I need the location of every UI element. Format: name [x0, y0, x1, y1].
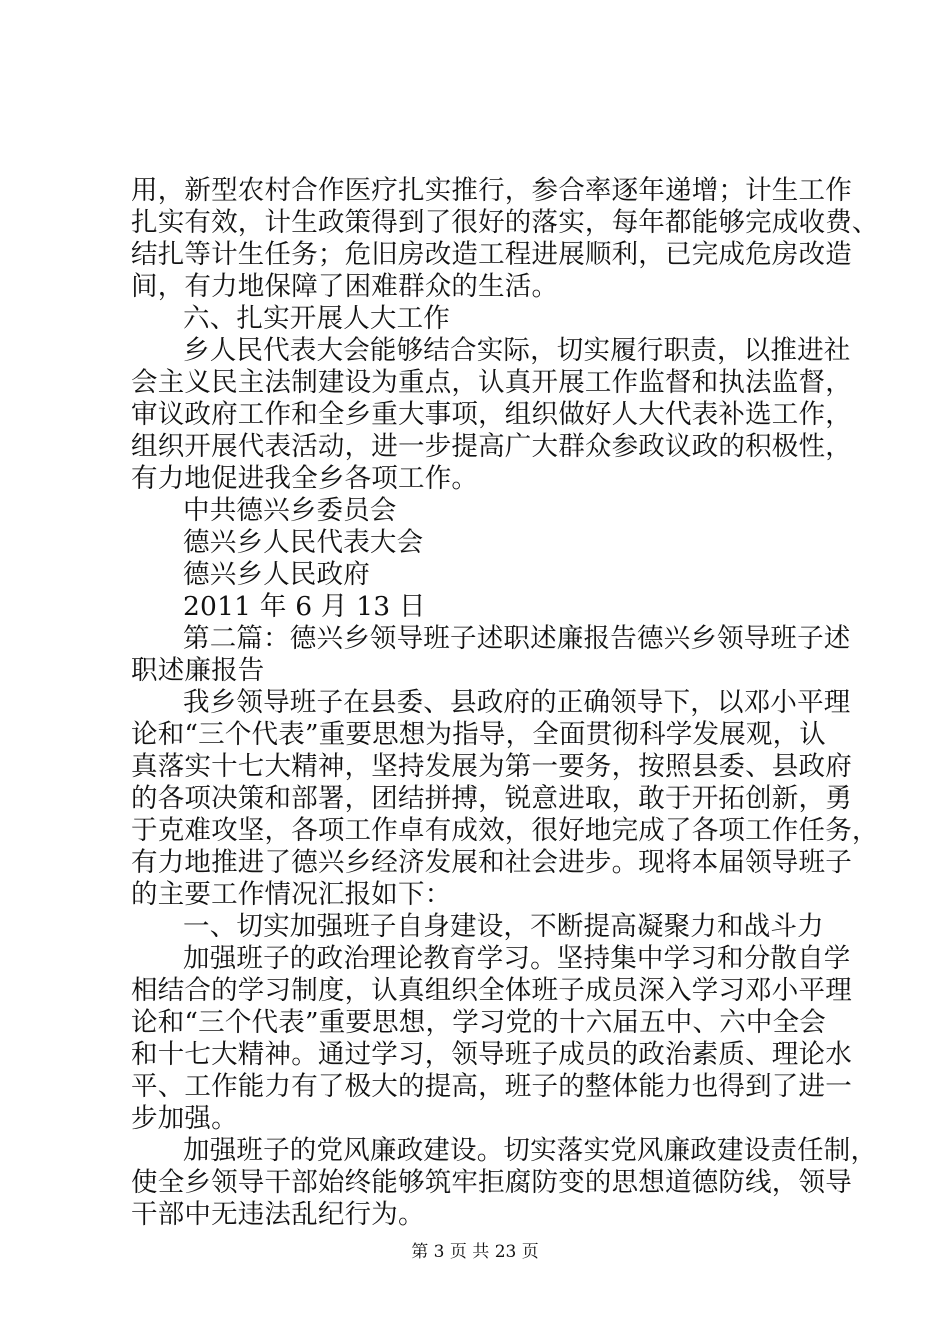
text-line: 有力地推进了德兴乡经济发展和社会进步。现将本届领导班子 — [131, 847, 852, 878]
section-heading: 一、切实加强班子自身建设，不断提高凝聚力和战斗力 — [183, 911, 824, 942]
text-line: 干部中无违法乱纪行为。 — [131, 1199, 425, 1230]
text-line: 有力地促进我全乡各项工作。 — [131, 463, 479, 494]
text-line: 使全乡领导干部始终能够筑牢拒腐防变的思想道德防线，领导 — [131, 1167, 852, 1198]
text-line: 相结合的学习制度，认真组织全体班子成员深入学习邓小平理 — [131, 975, 852, 1006]
chapter-title: 职述廉报告 — [131, 655, 265, 686]
text-line: 组织开展代表活动，进一步提高广大群众参政议政的积极性， — [131, 431, 852, 462]
text-line: 乡人民代表大会能够结合实际，切实履行职责，以推进社 — [183, 335, 851, 366]
chapter-title: 第二篇：德兴乡领导班子述职述廉报告德兴乡领导班子述 — [183, 623, 851, 654]
text-line: 间，有力地保障了困难群众的生活。 — [131, 271, 559, 302]
text-line: 审议政府工作和全乡重大事项，组织做好人大代表补选工作， — [131, 399, 852, 430]
text-line: 和十七大精神。通过学习，领导班子成员的政治素质、理论水 — [131, 1039, 852, 1070]
text-line: 的各项决策和部署，团结拼搏，锐意进取，敢于开拓创新，勇 — [131, 783, 852, 814]
text-line: 真落实十七大精神，坚持发展为第一要务，按照县委、县政府 — [131, 751, 852, 782]
signature-line: 中共德兴乡委员会 — [183, 495, 397, 526]
text-line: 论和“三个代表”重要思想为指导，全面贯彻科学发展观，认 — [131, 719, 826, 750]
text-line: 加强班子的党风廉政建设。切实落实党风廉政建设责任制， — [183, 1135, 878, 1166]
text-line: 于克难攻坚，各项工作卓有成效，很好地完成了各项工作任务， — [131, 815, 879, 846]
text-line: 扎实有效，计生政策得到了很好的落实，每年都能够完成收费、 — [131, 207, 879, 238]
section-heading: 六、扎实开展人大工作 — [183, 303, 450, 334]
text-line: 会主义民主法制建设为重点，认真开展工作监督和执法监督， — [131, 367, 852, 398]
text-line: 平、工作能力有了极大的提高，班子的整体能力也得到了进一 — [131, 1071, 852, 1102]
text-line: 的主要工作情况汇报如下： — [131, 879, 452, 910]
signature-line: 德兴乡人民代表大会 — [183, 527, 424, 558]
page-footer: 第 3 页 共 23 页 — [411, 1242, 539, 1262]
text-line: 加强班子的政治理论教育学习。坚持集中学习和分散自学 — [183, 943, 851, 974]
text-line: 结扎等计生任务；危旧房改造工程进展顺利，已完成危房改造 — [131, 239, 852, 270]
text-line: 论和“三个代表”重要思想，学习党的十六届五中、六中全会 — [131, 1007, 826, 1038]
text-line: 步加强。 — [131, 1103, 238, 1134]
text-line: 用，新型农村合作医疗扎实推行，参合率逐年递增；计生工作 — [131, 175, 852, 206]
text-line: 我乡领导班子在县委、县政府的正确领导下，以邓小平理 — [183, 687, 851, 718]
signature-line: 德兴乡人民政府 — [183, 559, 370, 590]
date-line: 2011 年 6 月 13 日 — [183, 591, 426, 622]
